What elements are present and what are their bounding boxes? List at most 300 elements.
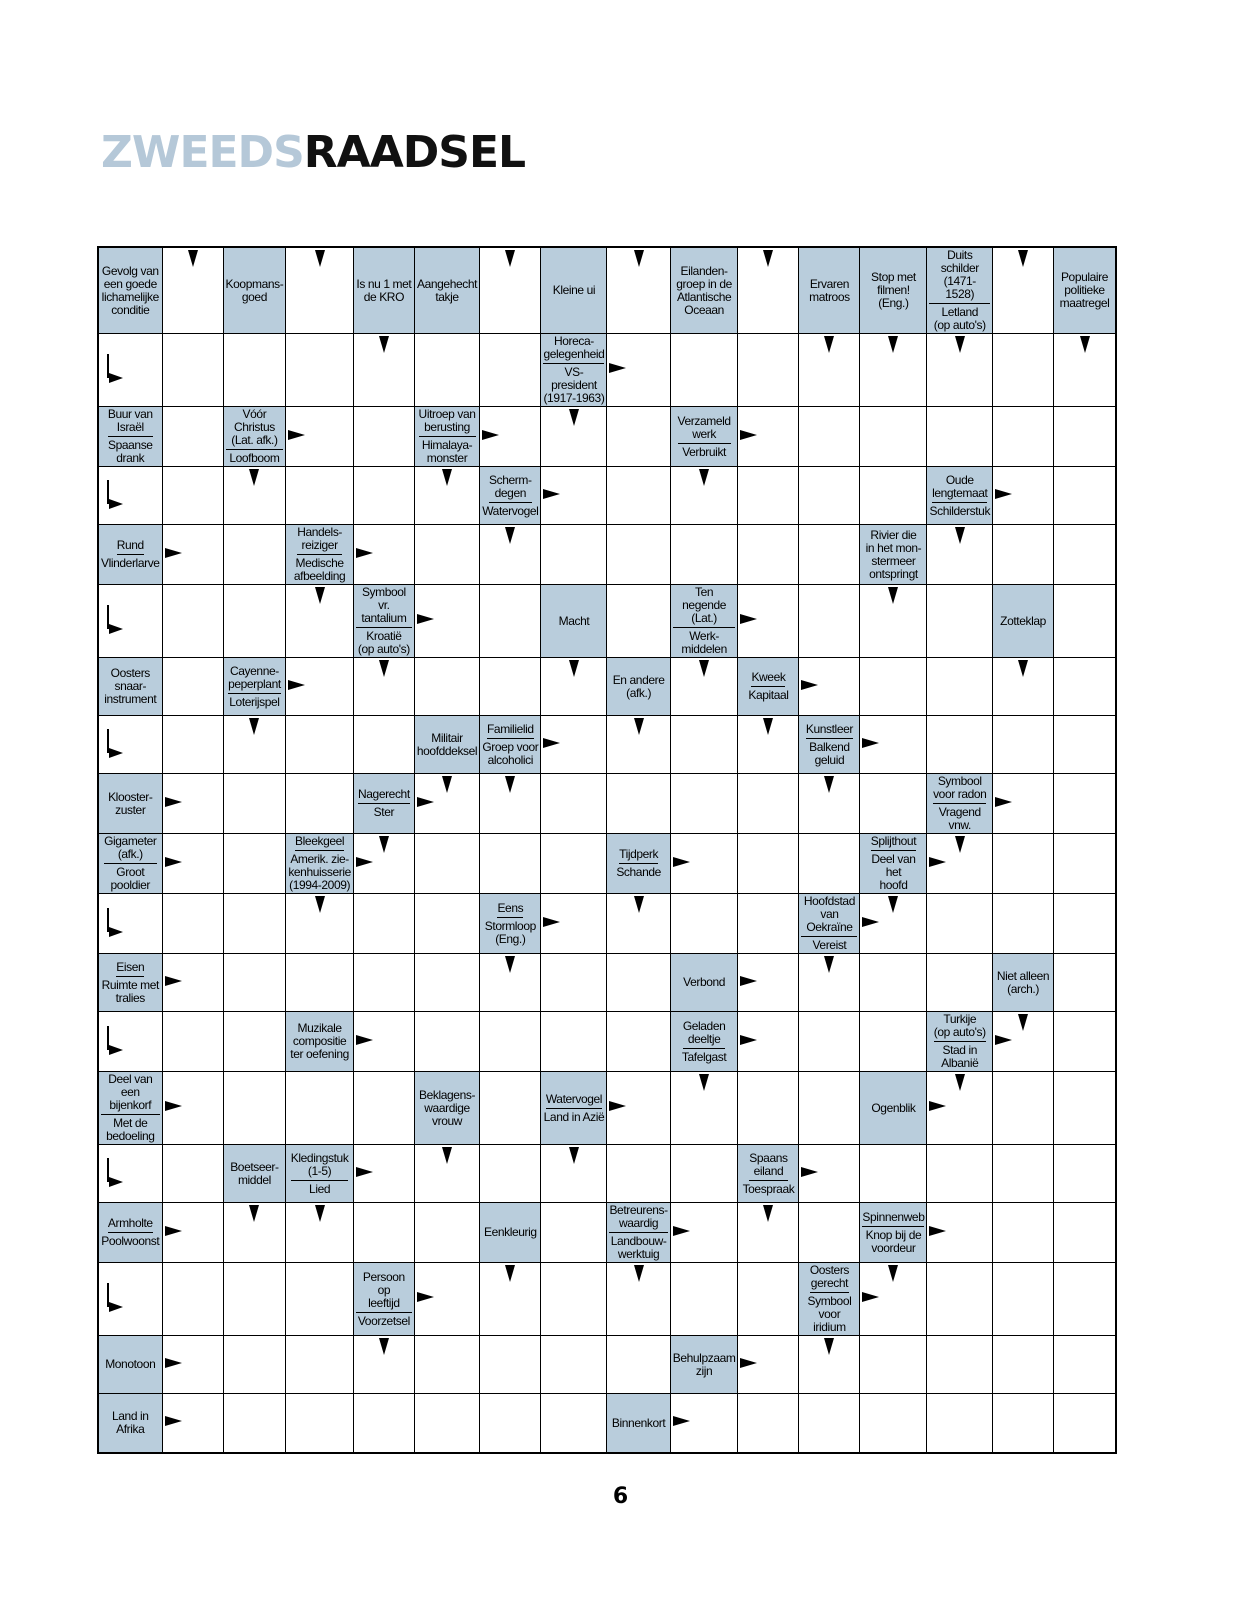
answer-cell[interactable] bbox=[480, 525, 541, 585]
answer-cell[interactable] bbox=[927, 1263, 993, 1336]
answer-cell[interactable] bbox=[607, 585, 670, 658]
answer-cell[interactable] bbox=[541, 774, 607, 834]
clue-text: Ten negende (Lat.) bbox=[673, 586, 736, 628]
answer-cell[interactable] bbox=[860, 467, 927, 525]
answer-cell[interactable] bbox=[799, 1394, 860, 1452]
answer-cell[interactable] bbox=[1054, 834, 1115, 894]
answer-cell[interactable] bbox=[286, 1336, 354, 1394]
answer-cell[interactable] bbox=[480, 1336, 541, 1394]
answer-cell[interactable] bbox=[480, 834, 541, 894]
arrow-right-icon bbox=[609, 363, 626, 373]
answer-cell[interactable] bbox=[738, 407, 799, 467]
answer-cell[interactable] bbox=[354, 1072, 415, 1145]
answer-cell[interactable] bbox=[1054, 1203, 1115, 1263]
arrow-right-icon bbox=[609, 1101, 626, 1111]
arrow-down-icon bbox=[699, 469, 709, 486]
answer-cell[interactable] bbox=[927, 585, 993, 658]
answer-cell[interactable] bbox=[224, 894, 287, 954]
arrow-down-icon bbox=[888, 896, 898, 913]
answer-cell[interactable] bbox=[415, 1263, 480, 1336]
answer-cell[interactable] bbox=[860, 1263, 927, 1336]
answer-cell[interactable] bbox=[738, 1394, 799, 1452]
answer-cell[interactable] bbox=[799, 334, 860, 407]
answer-cell[interactable] bbox=[993, 1012, 1054, 1072]
answer-cell[interactable] bbox=[799, 1072, 860, 1145]
answer-cell[interactable] bbox=[480, 1263, 541, 1336]
answer-cell[interactable] bbox=[993, 774, 1054, 834]
answer-cell[interactable] bbox=[799, 774, 860, 834]
answer-cell[interactable] bbox=[738, 774, 799, 834]
answer-cell[interactable] bbox=[224, 525, 287, 585]
clue-cell bbox=[354, 774, 415, 834]
answer-cell[interactable] bbox=[927, 407, 993, 467]
answer-cell[interactable] bbox=[99, 1145, 163, 1203]
answer-cell[interactable] bbox=[224, 834, 287, 894]
answer-cell[interactable] bbox=[993, 248, 1054, 334]
answer-cell[interactable] bbox=[993, 716, 1054, 774]
answer-cell[interactable] bbox=[286, 1203, 354, 1263]
answer-cell[interactable] bbox=[738, 1072, 799, 1145]
arrow-right-icon bbox=[288, 430, 305, 440]
answer-cell[interactable] bbox=[541, 525, 607, 585]
clue-cell bbox=[927, 1012, 993, 1072]
answer-cell[interactable] bbox=[286, 1394, 354, 1452]
answer-cell[interactable] bbox=[415, 525, 480, 585]
answer-cell[interactable] bbox=[224, 1072, 287, 1145]
answer-cell[interactable] bbox=[927, 1394, 993, 1452]
arrow-bent-right-icon bbox=[107, 908, 123, 932]
answer-cell[interactable] bbox=[799, 525, 860, 585]
answer-cell[interactable] bbox=[224, 1203, 287, 1263]
answer-cell[interactable] bbox=[286, 1072, 354, 1145]
answer-cell[interactable] bbox=[671, 716, 739, 774]
clue-text: Kweek bbox=[751, 671, 785, 687]
answer-cell[interactable] bbox=[163, 1263, 224, 1336]
clue-text: Kleine ui bbox=[552, 283, 596, 297]
answer-cell[interactable] bbox=[607, 1263, 670, 1336]
answer-cell[interactable] bbox=[480, 1072, 541, 1145]
answer-cell[interactable] bbox=[415, 834, 480, 894]
answer-cell[interactable] bbox=[415, 1203, 480, 1263]
answer-cell[interactable] bbox=[738, 334, 799, 407]
answer-cell[interactable] bbox=[738, 585, 799, 658]
answer-cell[interactable] bbox=[993, 1336, 1054, 1394]
answer-cell[interactable] bbox=[541, 834, 607, 894]
answer-cell[interactable] bbox=[99, 467, 163, 525]
arrow-down-icon bbox=[1018, 250, 1028, 267]
answer-cell[interactable] bbox=[738, 834, 799, 894]
answer-cell[interactable] bbox=[354, 834, 415, 894]
answer-cell[interactable] bbox=[927, 658, 993, 716]
answer-cell[interactable] bbox=[607, 1072, 670, 1145]
answer-cell[interactable] bbox=[993, 1072, 1054, 1145]
answer-cell[interactable] bbox=[286, 774, 354, 834]
answer-cell[interactable] bbox=[480, 1145, 541, 1203]
answer-cell[interactable] bbox=[671, 1394, 739, 1452]
answer-cell[interactable] bbox=[993, 1203, 1054, 1263]
answer-cell[interactable] bbox=[799, 658, 860, 716]
answer-cell[interactable] bbox=[1054, 894, 1115, 954]
answer-cell[interactable] bbox=[286, 467, 354, 525]
answer-cell[interactable] bbox=[799, 407, 860, 467]
answer-cell[interactable] bbox=[799, 1145, 860, 1203]
answer-cell[interactable] bbox=[607, 248, 670, 334]
answer-cell[interactable] bbox=[415, 1336, 480, 1394]
clue-cell bbox=[99, 1203, 163, 1263]
answer-cell[interactable] bbox=[1054, 774, 1115, 834]
answer-cell[interactable] bbox=[224, 1336, 287, 1394]
answer-cell[interactable] bbox=[671, 1263, 739, 1336]
answer-cell[interactable] bbox=[99, 585, 163, 658]
answer-cell[interactable] bbox=[738, 1203, 799, 1263]
clue-cell bbox=[480, 467, 541, 525]
arrow-right-icon bbox=[740, 614, 757, 624]
answer-cell[interactable] bbox=[415, 1145, 480, 1203]
answer-cell[interactable] bbox=[738, 1336, 799, 1394]
answer-cell[interactable] bbox=[224, 467, 287, 525]
answer-cell[interactable] bbox=[799, 1203, 860, 1263]
answer-cell[interactable] bbox=[541, 1394, 607, 1452]
answer-cell[interactable] bbox=[415, 954, 480, 1012]
answer-cell[interactable] bbox=[927, 834, 993, 894]
answer-cell[interactable] bbox=[671, 1072, 739, 1145]
answer-cell[interactable] bbox=[993, 658, 1054, 716]
clue-text: Macht bbox=[558, 613, 590, 628]
answer-cell[interactable] bbox=[99, 894, 163, 954]
answer-cell[interactable] bbox=[1054, 954, 1115, 1012]
answer-cell[interactable] bbox=[671, 894, 739, 954]
answer-cell[interactable] bbox=[286, 407, 354, 467]
answer-cell[interactable] bbox=[671, 467, 739, 525]
answer-cell[interactable] bbox=[671, 774, 739, 834]
answer-cell[interactable] bbox=[415, 658, 480, 716]
answer-cell[interactable] bbox=[607, 774, 670, 834]
answer-cell[interactable] bbox=[163, 585, 224, 658]
answer-cell[interactable] bbox=[993, 407, 1054, 467]
answer-cell[interactable] bbox=[927, 1072, 993, 1145]
answer-cell[interactable] bbox=[671, 525, 739, 585]
answer-cell[interactable] bbox=[993, 467, 1054, 525]
answer-cell[interactable] bbox=[993, 334, 1054, 407]
clue-text: Symbool vr. tantalium bbox=[356, 586, 412, 628]
arrow-right-icon bbox=[165, 1101, 182, 1111]
answer-cell[interactable] bbox=[99, 334, 163, 407]
answer-cell[interactable] bbox=[799, 1012, 860, 1072]
answer-cell[interactable] bbox=[286, 334, 354, 407]
answer-cell[interactable] bbox=[224, 334, 287, 407]
answer-cell[interactable] bbox=[541, 716, 607, 774]
answer-cell[interactable] bbox=[993, 834, 1054, 894]
answer-cell[interactable] bbox=[163, 407, 224, 467]
answer-cell[interactable] bbox=[480, 334, 541, 407]
answer-cell[interactable] bbox=[860, 334, 927, 407]
answer-cell[interactable] bbox=[541, 407, 607, 467]
answer-cell[interactable] bbox=[163, 1072, 224, 1145]
answer-cell[interactable] bbox=[860, 716, 927, 774]
answer-cell[interactable] bbox=[480, 658, 541, 716]
answer-cell[interactable] bbox=[163, 658, 224, 716]
answer-cell[interactable] bbox=[860, 658, 927, 716]
clue-cell bbox=[415, 1072, 480, 1145]
answer-cell[interactable] bbox=[860, 894, 927, 954]
answer-cell[interactable] bbox=[354, 1394, 415, 1452]
arrow-down-icon bbox=[634, 896, 644, 913]
answer-cell[interactable] bbox=[607, 334, 670, 407]
answer-cell[interactable] bbox=[415, 334, 480, 407]
answer-cell[interactable] bbox=[799, 1336, 860, 1394]
answer-cell[interactable] bbox=[163, 774, 224, 834]
answer-cell[interactable] bbox=[99, 1263, 163, 1336]
answer-cell[interactable] bbox=[799, 585, 860, 658]
answer-cell[interactable] bbox=[224, 716, 287, 774]
answer-cell[interactable] bbox=[99, 716, 163, 774]
arrow-down-icon bbox=[379, 336, 389, 353]
answer-cell[interactable] bbox=[354, 467, 415, 525]
arrow-down-icon bbox=[505, 956, 515, 973]
clue-text: Werk- middelen bbox=[681, 629, 727, 656]
answer-cell[interactable] bbox=[286, 585, 354, 658]
answer-cell[interactable] bbox=[224, 1263, 287, 1336]
clue-text: Armholte bbox=[108, 1217, 153, 1233]
answer-cell[interactable] bbox=[799, 834, 860, 894]
answer-cell[interactable] bbox=[1054, 334, 1115, 407]
answer-cell[interactable] bbox=[480, 774, 541, 834]
answer-cell[interactable] bbox=[671, 334, 739, 407]
answer-cell[interactable] bbox=[163, 1012, 224, 1072]
answer-cell[interactable] bbox=[480, 407, 541, 467]
answer-cell[interactable] bbox=[1054, 1336, 1115, 1394]
answer-cell[interactable] bbox=[354, 658, 415, 716]
answer-cell[interactable] bbox=[163, 525, 224, 585]
answer-cell[interactable] bbox=[927, 954, 993, 1012]
answer-cell[interactable] bbox=[415, 467, 480, 525]
answer-cell[interactable] bbox=[927, 716, 993, 774]
answer-cell[interactable] bbox=[163, 894, 224, 954]
clue-text: Poolwoonst bbox=[101, 1234, 160, 1248]
clue-cell bbox=[224, 658, 287, 716]
clue-cell bbox=[354, 248, 415, 334]
clue-text: Deel van het hoofd bbox=[871, 852, 916, 892]
answer-cell[interactable] bbox=[163, 954, 224, 1012]
answer-cell[interactable] bbox=[799, 467, 860, 525]
answer-cell[interactable] bbox=[286, 954, 354, 1012]
answer-cell[interactable] bbox=[286, 894, 354, 954]
answer-cell[interactable] bbox=[354, 1336, 415, 1394]
answer-cell[interactable] bbox=[99, 1012, 163, 1072]
answer-cell[interactable] bbox=[738, 954, 799, 1012]
answer-cell[interactable] bbox=[415, 894, 480, 954]
answer-cell[interactable] bbox=[738, 716, 799, 774]
answer-cell[interactable] bbox=[927, 1336, 993, 1394]
arrow-right-icon bbox=[165, 976, 182, 986]
clue-text: Hoofdstad van Oekraïne bbox=[801, 895, 857, 937]
answer-cell[interactable] bbox=[354, 894, 415, 954]
answer-cell[interactable] bbox=[671, 834, 739, 894]
arrow-right-icon bbox=[356, 1035, 373, 1045]
answer-cell[interactable] bbox=[224, 1012, 287, 1072]
answer-cell[interactable] bbox=[541, 1263, 607, 1336]
answer-cell[interactable] bbox=[927, 1203, 993, 1263]
answer-cell[interactable] bbox=[671, 658, 739, 716]
arrow-bent-right-icon bbox=[107, 1283, 123, 1307]
clue-cell bbox=[286, 834, 354, 894]
answer-cell[interactable] bbox=[224, 774, 287, 834]
answer-cell[interactable] bbox=[541, 894, 607, 954]
arrow-right-icon bbox=[740, 1358, 757, 1368]
clue-text: Verzameld werk bbox=[678, 415, 731, 444]
answer-cell[interactable] bbox=[354, 954, 415, 1012]
answer-cell[interactable] bbox=[480, 1012, 541, 1072]
answer-cell[interactable] bbox=[607, 1145, 670, 1203]
arrow-right-icon bbox=[929, 1101, 946, 1111]
clue-text: Horeca- gelegenheid bbox=[543, 335, 604, 364]
answer-cell[interactable] bbox=[993, 894, 1054, 954]
clue-text: Kledingstuk (1-5) bbox=[291, 1152, 349, 1181]
clue-cell bbox=[860, 1203, 927, 1263]
answer-cell[interactable] bbox=[541, 467, 607, 525]
answer-cell[interactable] bbox=[993, 525, 1054, 585]
clue-cell bbox=[799, 248, 860, 334]
answer-cell[interactable] bbox=[163, 1336, 224, 1394]
answer-cell[interactable] bbox=[415, 1394, 480, 1452]
answer-cell[interactable] bbox=[286, 1263, 354, 1336]
answer-cell[interactable] bbox=[607, 525, 670, 585]
answer-cell[interactable] bbox=[541, 1203, 607, 1263]
answer-cell[interactable] bbox=[860, 585, 927, 658]
answer-cell[interactable] bbox=[738, 894, 799, 954]
answer-cell[interactable] bbox=[354, 1012, 415, 1072]
answer-cell[interactable] bbox=[224, 585, 287, 658]
answer-cell[interactable] bbox=[286, 716, 354, 774]
answer-cell[interactable] bbox=[286, 658, 354, 716]
answer-cell[interactable] bbox=[163, 1145, 224, 1203]
arrow-down-icon bbox=[505, 527, 515, 544]
answer-cell[interactable] bbox=[927, 894, 993, 954]
answer-cell[interactable] bbox=[163, 334, 224, 407]
answer-cell[interactable] bbox=[1054, 407, 1115, 467]
answer-cell[interactable] bbox=[224, 1394, 287, 1452]
arrow-bent-right-icon bbox=[107, 1158, 123, 1182]
answer-cell[interactable] bbox=[354, 716, 415, 774]
answer-cell[interactable] bbox=[607, 954, 670, 1012]
arrow-down-icon bbox=[315, 896, 325, 913]
clue-cell bbox=[99, 248, 163, 334]
arrow-right-icon bbox=[165, 548, 182, 558]
answer-cell[interactable] bbox=[860, 954, 927, 1012]
answer-cell[interactable] bbox=[799, 954, 860, 1012]
answer-cell[interactable] bbox=[163, 1203, 224, 1263]
answer-cell[interactable] bbox=[607, 716, 670, 774]
answer-cell[interactable] bbox=[224, 954, 287, 1012]
clue-cell bbox=[286, 1012, 354, 1072]
answer-cell[interactable] bbox=[1054, 1263, 1115, 1336]
answer-cell[interactable] bbox=[415, 774, 480, 834]
answer-cell[interactable] bbox=[1054, 1394, 1115, 1452]
answer-cell[interactable] bbox=[738, 467, 799, 525]
crossword-grid bbox=[97, 246, 1117, 1454]
answer-cell[interactable] bbox=[354, 334, 415, 407]
title-part-light: ZWEEDS bbox=[101, 127, 304, 178]
clue-text: Eens bbox=[497, 902, 523, 918]
clue-text: Rund bbox=[117, 539, 144, 555]
answer-cell[interactable] bbox=[354, 525, 415, 585]
answer-cell[interactable] bbox=[480, 248, 541, 334]
answer-cell[interactable] bbox=[607, 894, 670, 954]
answer-cell[interactable] bbox=[1054, 1012, 1115, 1072]
answer-cell[interactable] bbox=[927, 334, 993, 407]
answer-cell[interactable] bbox=[1054, 525, 1115, 585]
clue-text: Groot pooldier bbox=[110, 865, 151, 892]
answer-cell[interactable] bbox=[1054, 716, 1115, 774]
answer-cell[interactable] bbox=[927, 525, 993, 585]
answer-cell[interactable] bbox=[738, 1263, 799, 1336]
arrow-bent-right-icon bbox=[107, 605, 123, 629]
answer-cell[interactable] bbox=[354, 407, 415, 467]
answer-cell[interactable] bbox=[163, 834, 224, 894]
answer-cell[interactable] bbox=[993, 1394, 1054, 1452]
answer-cell[interactable] bbox=[927, 1145, 993, 1203]
clue-text: Symbool voor radon bbox=[933, 775, 986, 804]
answer-cell[interactable] bbox=[480, 585, 541, 658]
answer-cell[interactable] bbox=[860, 407, 927, 467]
answer-cell[interactable] bbox=[671, 1203, 739, 1263]
answer-cell[interactable] bbox=[860, 774, 927, 834]
answer-cell[interactable] bbox=[607, 467, 670, 525]
arrow-down-icon bbox=[888, 587, 898, 604]
answer-cell[interactable] bbox=[163, 467, 224, 525]
answer-cell[interactable] bbox=[738, 525, 799, 585]
answer-cell[interactable] bbox=[163, 248, 224, 334]
answer-cell[interactable] bbox=[1054, 1145, 1115, 1203]
answer-cell[interactable] bbox=[671, 1145, 739, 1203]
answer-cell[interactable] bbox=[415, 1012, 480, 1072]
answer-cell[interactable] bbox=[1054, 585, 1115, 658]
answer-cell[interactable] bbox=[163, 1394, 224, 1452]
answer-cell[interactable] bbox=[860, 1012, 927, 1072]
answer-cell[interactable] bbox=[607, 1012, 670, 1072]
answer-cell[interactable] bbox=[860, 1336, 927, 1394]
clue-text: Letland (op auto's) bbox=[933, 305, 986, 332]
answer-cell[interactable] bbox=[738, 1012, 799, 1072]
answer-cell[interactable] bbox=[480, 1394, 541, 1452]
answer-cell[interactable] bbox=[738, 248, 799, 334]
answer-cell[interactable] bbox=[541, 1012, 607, 1072]
answer-cell[interactable] bbox=[1054, 1072, 1115, 1145]
clue-text: Toespraak bbox=[742, 1181, 795, 1196]
answer-cell[interactable] bbox=[993, 1145, 1054, 1203]
answer-cell[interactable] bbox=[541, 1336, 607, 1394]
arrow-bent-right-icon bbox=[107, 480, 123, 504]
answer-cell[interactable] bbox=[354, 1145, 415, 1203]
answer-cell[interactable] bbox=[860, 1145, 927, 1203]
answer-cell[interactable] bbox=[607, 407, 670, 467]
answer-cell[interactable] bbox=[541, 658, 607, 716]
answer-cell[interactable] bbox=[354, 1203, 415, 1263]
answer-cell[interactable] bbox=[607, 1336, 670, 1394]
clue-cell bbox=[99, 834, 163, 894]
answer-cell[interactable] bbox=[1054, 467, 1115, 525]
answer-cell[interactable] bbox=[541, 954, 607, 1012]
answer-cell[interactable] bbox=[286, 248, 354, 334]
answer-cell[interactable] bbox=[541, 1145, 607, 1203]
answer-cell[interactable] bbox=[480, 954, 541, 1012]
answer-cell[interactable] bbox=[1054, 658, 1115, 716]
answer-cell[interactable] bbox=[860, 1394, 927, 1452]
answer-cell[interactable] bbox=[993, 1263, 1054, 1336]
answer-cell[interactable] bbox=[415, 585, 480, 658]
answer-cell[interactable] bbox=[163, 716, 224, 774]
arrow-down-icon bbox=[379, 660, 389, 677]
